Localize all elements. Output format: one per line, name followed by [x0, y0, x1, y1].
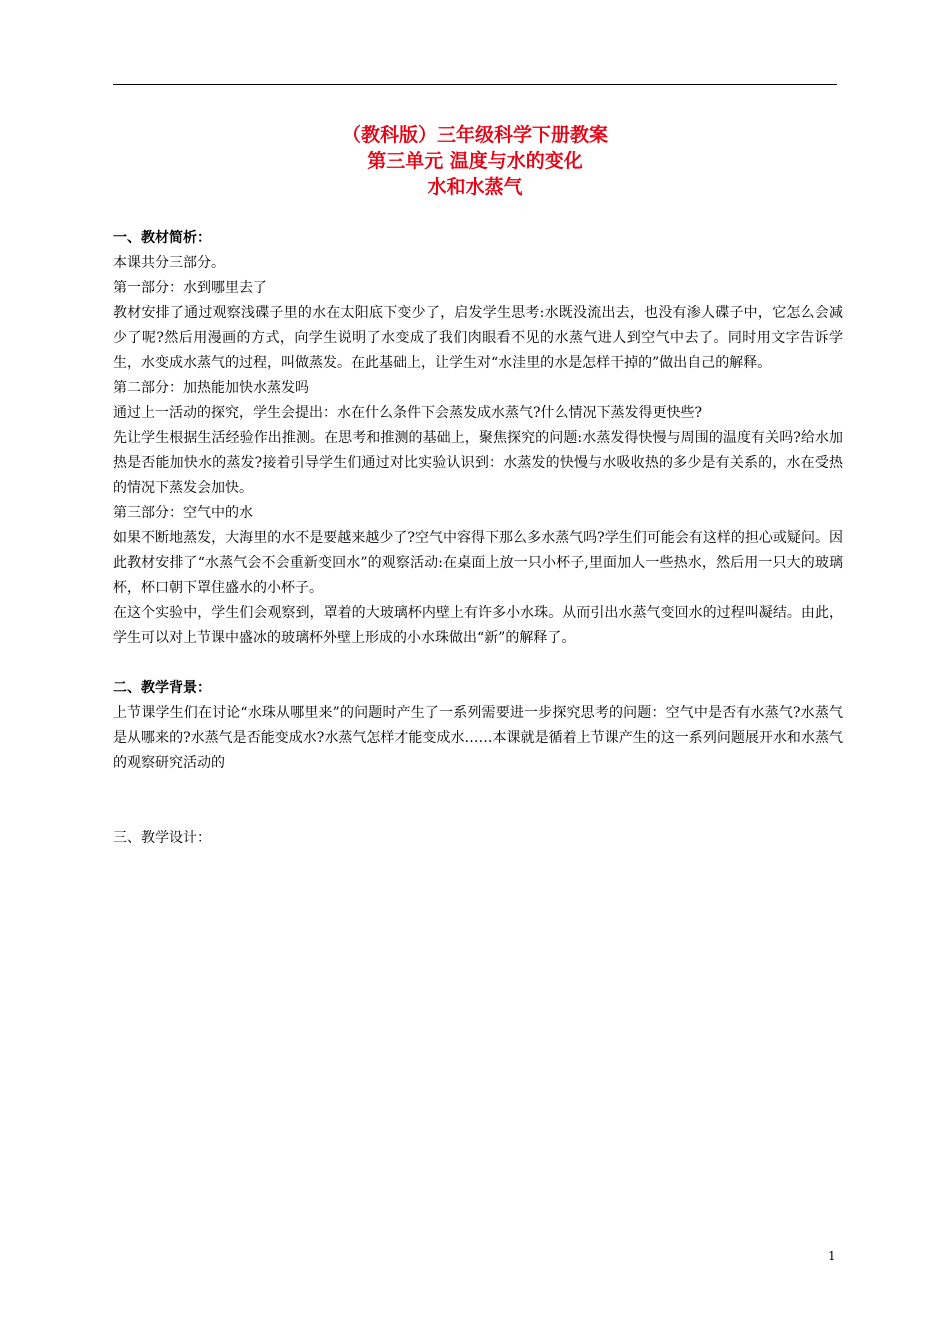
- paragraph: 在这个实验中，学生们会观察到，罩着的大玻璃杯内壁上有许多小水珠。从而引出水蒸气变回水的过程叫凝结。由此，学生可以对上节课中盛冰的玻璃杯外壁上形成的小水珠做出“新”的解释了。: [113, 605, 843, 646]
- title-line-unit: 第三单元 温度与水的变化: [367, 150, 583, 172]
- paragraph: 先让学生根据生活经验作出推测。在思考和推测的基础上，聚焦探究的问题:水蒸发得快慢与周围的温度有关吗?给水加热是否能加快水的蒸发?接着引导学生们通过对比实验认识到：水蒸发的快慢与水吸收热的多少是有关系的，水在受热的情况下蒸发会加快。: [113, 430, 843, 496]
- section-heading-textbook-analysis: 一、教材简析：: [113, 230, 211, 246]
- paragraph: 第一部分：水到哪里去了: [113, 280, 267, 296]
- paragraph: 第三部分：空气中的水: [113, 505, 253, 521]
- paragraph: 上节课学生们在讨论“水珠从哪里来”的问题时产生了一系列需要进一步探究思考的问题：空气中是否有水蒸气?水蒸气是从哪来的?水蒸气是否能变成水?水蒸气怎样才能变成水……本课就是循着上节课产生的这一系列问题展开水和水蒸气的观察研究活动的: [113, 705, 843, 771]
- section-heading-teaching-background: 二、教学背景：: [113, 680, 211, 696]
- paragraph: 通过上一活动的探究，学生会提出：水在什么条件下会蒸发成水蒸气?什么情况下蒸发得更快些?: [113, 405, 703, 421]
- spacer: [113, 776, 843, 826]
- title-line-textbook: （教科版）三年级科学下册教案: [341, 124, 608, 146]
- document-title: [113, 122, 837, 200]
- paragraph: 本课共分三部分。: [113, 255, 225, 271]
- title-line-lesson: 水和水蒸气: [427, 176, 523, 198]
- paragraph: 如果不断地蒸发，大海里的水不是要越来越少了?空气中容得下那么多水蒸气吗?学生们可能会有这样的担心或疑问。因此教材安排了“水蒸气会不会重新变回水”的观察活动:在桌面上放一只小杯子,里面加人一些热水，然后用一只大的玻璃杯，杯口朝下罩住盛水的小杯子。: [113, 530, 843, 596]
- spacer: [113, 651, 843, 676]
- section-heading-teaching-design: 三、教学设计：: [113, 830, 211, 846]
- paragraph: 教材安排了通过观察浅碟子里的水在太阳底下变少了，启发学生思考:水既没流出去，也没有渗人碟子中，它怎么会减少了呢?然后用漫画的方式，向学生说明了水变成了我们肉眼看不见的水蒸气进人到空气中去了。同时用文字告诉学生，水变成水蒸气的过程，叫做蒸发。在此基础上，让学生对“水洼里的水是怎样干掉的”做出自己的解释。: [113, 305, 843, 371]
- header-rule: [113, 84, 837, 85]
- document-body: [113, 226, 843, 851]
- page-number: 1: [828, 1249, 836, 1263]
- paragraph: 第二部分：加热能加快水蒸发吗: [113, 380, 309, 396]
